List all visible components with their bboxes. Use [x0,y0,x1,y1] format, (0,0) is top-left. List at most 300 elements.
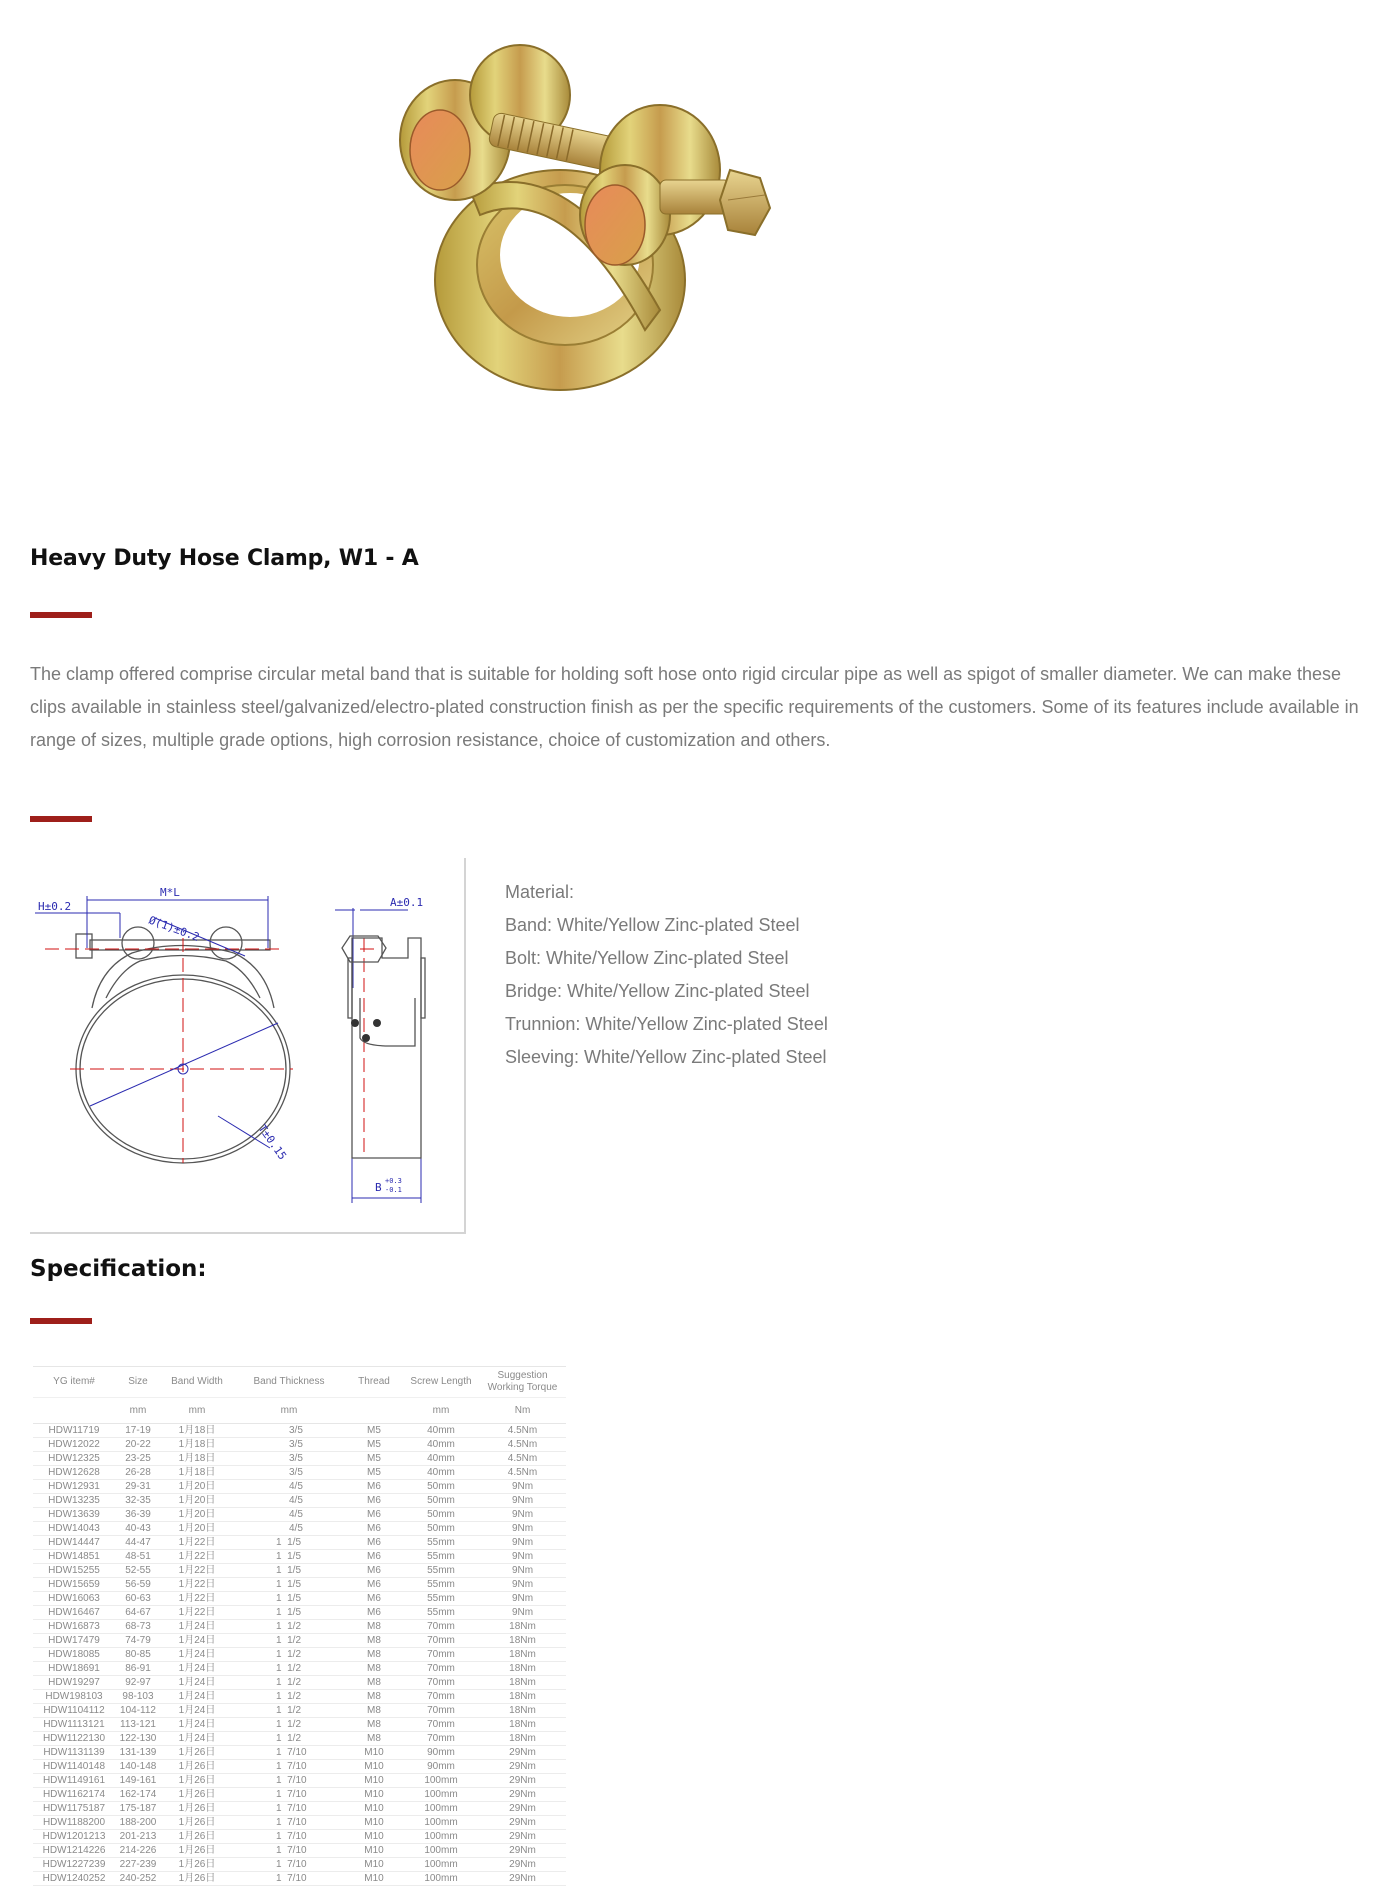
cell-torque: 18Nm [479,1704,566,1718]
table-row [33,1788,566,1802]
cell-size: 36-39 [115,1508,161,1522]
cell-item-number: HDW1104112 [33,1704,115,1718]
table-row [33,1858,566,1872]
cell-size: 20-22 [115,1438,161,1452]
cell-screw-length: 70mm [403,1732,479,1746]
cell-thread: M6 [345,1508,403,1522]
product-photo [360,30,780,430]
cell-screw-length: 50mm [403,1522,479,1536]
cell-screw-length: 100mm [403,1844,479,1858]
cell-band-width: 1月24日 [161,1690,233,1704]
column-header: Size [115,1367,161,1398]
table-row [33,1732,566,1746]
cell-band-width: 1月18日 [161,1438,233,1452]
cell-band-thickness: 1 1/2 [233,1676,345,1690]
table-row [33,1452,566,1466]
cell-thread: M8 [345,1732,403,1746]
cell-band-thickness: 1 7/10 [233,1788,345,1802]
cell-band-width: 1月22日 [161,1564,233,1578]
unit-cell: mm [115,1398,161,1424]
cell-thread: M8 [345,1690,403,1704]
table-row [33,1662,566,1676]
cell-band-width: 1月26日 [161,1760,233,1774]
cell-band-thickness: 1 1/2 [233,1620,345,1634]
cell-band-thickness: 1 1/5 [233,1550,345,1564]
table-row [33,1438,566,1452]
cell-screw-length: 100mm [403,1816,479,1830]
cell-screw-length: 55mm [403,1550,479,1564]
cell-item-number: HDW12628 [33,1466,115,1480]
cell-size: 40-43 [115,1522,161,1536]
cell-item-number: HDW1227239 [33,1858,115,1872]
cell-band-thickness: 1 7/10 [233,1746,345,1760]
cell-thread: M8 [345,1718,403,1732]
cell-item-number: HDW16063 [33,1592,115,1606]
centerlines [45,938,380,1163]
cell-torque: 9Nm [479,1536,566,1550]
cell-screw-length: 70mm [403,1620,479,1634]
cell-size: 48-51 [115,1550,161,1564]
cell-band-thickness: 1 1/5 [233,1564,345,1578]
cell-band-width: 1月26日 [161,1788,233,1802]
cell-band-thickness: 1 7/10 [233,1774,345,1788]
cell-size: 162-174 [115,1788,161,1802]
cell-item-number: HDW14447 [33,1536,115,1550]
cell-band-thickness: 4/5 [233,1522,345,1536]
table-row [33,1802,566,1816]
cell-screw-length: 40mm [403,1452,479,1466]
specification-heading: Specification: [30,1256,207,1282]
section-divider [30,816,92,822]
cell-thread: M6 [345,1564,403,1578]
cell-item-number: HDW1122130 [33,1732,115,1746]
cell-screw-length: 70mm [403,1676,479,1690]
table-row [33,1508,566,1522]
table-row [33,1816,566,1830]
dim-label-b-upper: +0.3 [385,1177,402,1185]
cell-band-thickness: 1 1/2 [233,1732,345,1746]
cell-band-thickness: 3/5 [233,1424,345,1438]
materials-list [505,876,828,1074]
cell-size: 52-55 [115,1564,161,1578]
cell-band-thickness: 3/5 [233,1452,345,1466]
cell-band-width: 1月20日 [161,1522,233,1536]
units-row [33,1398,566,1424]
cell-size: 104-112 [115,1704,161,1718]
cell-thread: M6 [345,1480,403,1494]
cell-band-thickness: 1 1/5 [233,1536,345,1550]
cell-thread: M10 [345,1844,403,1858]
cell-band-width: 1月26日 [161,1872,233,1886]
cell-size: 80-85 [115,1648,161,1662]
cell-torque: 9Nm [479,1550,566,1564]
cell-band-width: 1月26日 [161,1858,233,1872]
cell-size: 240-252 [115,1872,161,1886]
cell-screw-length: 40mm [403,1438,479,1452]
cell-screw-length: 40mm [403,1424,479,1438]
table-row [33,1634,566,1648]
cell-thread: M10 [345,1872,403,1886]
unit-cell: mm [403,1398,479,1424]
cell-thread: M10 [345,1858,403,1872]
unit-cell [345,1398,403,1424]
cell-item-number: HDW1188200 [33,1816,115,1830]
product-description: The clamp offered comprise circular metal band that is suitable for holding soft hose onto rigid circular pipe as well as spigot of smaller diameter. We can make these clips available in stainless steel/galvanized/electro-plated construction finish as per the specific requirements of the customers. Some of its features include available in range of sizes, multiple grade options, high corrosion resistance, choice of customization and others. [30,664,1359,750]
cell-band-width: 1月24日 [161,1732,233,1746]
cell-size: 188-200 [115,1816,161,1830]
table-row [33,1704,566,1718]
cell-torque: 29Nm [479,1788,566,1802]
cell-band-thickness: 3/5 [233,1466,345,1480]
cell-screw-length: 90mm [403,1760,479,1774]
cell-screw-length: 40mm [403,1466,479,1480]
cell-band-thickness: 1 1/5 [233,1606,345,1620]
title-divider [30,612,92,618]
cell-screw-length: 100mm [403,1802,479,1816]
dim-label-ml: M*L [160,886,180,899]
cell-size: 68-73 [115,1620,161,1634]
cell-band-width: 1月24日 [161,1718,233,1732]
table-row [33,1592,566,1606]
cell-torque: 9Nm [479,1480,566,1494]
cell-item-number: HDW15659 [33,1578,115,1592]
cell-item-number: HDW1162174 [33,1788,115,1802]
unit-cell [33,1398,115,1424]
cell-torque: 18Nm [479,1620,566,1634]
cell-torque: 29Nm [479,1872,566,1886]
cell-screw-length: 90mm [403,1746,479,1760]
table-row [33,1620,566,1634]
cell-screw-length: 55mm [403,1578,479,1592]
cell-band-width: 1月26日 [161,1746,233,1760]
table-row [33,1522,566,1536]
cell-size: 29-31 [115,1480,161,1494]
table-row [33,1494,566,1508]
cell-size: 98-103 [115,1690,161,1704]
cell-torque: 29Nm [479,1816,566,1830]
material-item-bridge: Bridge: White/Yellow Zinc-plated Steel [505,981,810,1001]
cell-band-thickness: 3/5 [233,1438,345,1452]
cell-band-thickness: 4/5 [233,1494,345,1508]
cell-size: 92-97 [115,1676,161,1690]
cell-item-number: HDW14043 [33,1522,115,1536]
cell-band-width: 1月22日 [161,1578,233,1592]
cell-band-width: 1月18日 [161,1424,233,1438]
cell-torque: 29Nm [479,1844,566,1858]
table-row [33,1536,566,1550]
cell-band-thickness: 1 7/10 [233,1760,345,1774]
table-row [33,1606,566,1620]
cell-band-thickness: 1 7/10 [233,1872,345,1886]
cell-thread: M8 [345,1676,403,1690]
cell-band-width: 1月20日 [161,1480,233,1494]
unit-cell: mm [161,1398,233,1424]
unit-cell: mm [233,1398,345,1424]
cell-band-width: 1月24日 [161,1634,233,1648]
cell-band-width: 1月20日 [161,1508,233,1522]
cell-item-number: HDW17479 [33,1634,115,1648]
cell-band-width: 1月24日 [161,1704,233,1718]
cell-size: 227-239 [115,1858,161,1872]
cell-band-thickness: 1 1/5 [233,1592,345,1606]
table-row [33,1830,566,1844]
cell-band-width: 1月22日 [161,1606,233,1620]
cell-band-thickness: 1 1/2 [233,1690,345,1704]
cell-size: 74-79 [115,1634,161,1648]
cell-torque: 18Nm [479,1662,566,1676]
cell-item-number: HDW12931 [33,1480,115,1494]
specification-table [33,1366,566,1886]
cell-band-width: 1月26日 [161,1774,233,1788]
cell-torque: 29Nm [479,1774,566,1788]
dim-label-t: T±0.15 [255,1122,289,1163]
cell-screw-length: 50mm [403,1494,479,1508]
cell-band-width: 1月24日 [161,1676,233,1690]
cell-thread: M6 [345,1494,403,1508]
table-row [33,1872,566,1886]
cell-screw-length: 55mm [403,1536,479,1550]
cell-screw-length: 55mm [403,1606,479,1620]
material-item-band: Band: White/Yellow Zinc-plated Steel [505,915,800,935]
cell-thread: M10 [345,1816,403,1830]
cell-item-number: HDW16873 [33,1620,115,1634]
cell-screw-length: 50mm [403,1480,479,1494]
cell-size: 214-226 [115,1844,161,1858]
column-header: Screw Length [403,1367,479,1398]
cell-torque: 29Nm [479,1760,566,1774]
cell-item-number: HDW11719 [33,1424,115,1438]
table-row [33,1676,566,1690]
table-row [33,1760,566,1774]
cell-size: 113-121 [115,1718,161,1732]
dim-label-a: A±0.1 [390,896,424,909]
cell-thread: M6 [345,1550,403,1564]
table-row [33,1690,566,1704]
cell-item-number: HDW1113121 [33,1718,115,1732]
cell-band-width: 1月26日 [161,1844,233,1858]
cell-torque: 18Nm [479,1634,566,1648]
cell-screw-length: 70mm [403,1648,479,1662]
cell-thread: M5 [345,1452,403,1466]
materials-heading: Material: [505,882,575,902]
cell-item-number: HDW14851 [33,1550,115,1564]
cell-band-width: 1月20日 [161,1494,233,1508]
cell-size: 32-35 [115,1494,161,1508]
cell-band-thickness: 1 7/10 [233,1858,345,1872]
cell-screw-length: 100mm [403,1830,479,1844]
cell-thread: M10 [345,1760,403,1774]
cell-size: 140-148 [115,1760,161,1774]
cell-item-number: HDW18691 [33,1662,115,1676]
cell-torque: 18Nm [479,1718,566,1732]
cell-torque: 29Nm [479,1858,566,1872]
cell-band-thickness: 1 7/10 [233,1816,345,1830]
cell-item-number: HDW13235 [33,1494,115,1508]
cell-torque: 4.5Nm [479,1424,566,1438]
column-header: Band Width [161,1367,233,1398]
cell-screw-length: 50mm [403,1508,479,1522]
cell-item-number: HDW1149161 [33,1774,115,1788]
cell-torque: 4.5Nm [479,1438,566,1452]
cell-screw-length: 70mm [403,1718,479,1732]
cell-torque: 9Nm [479,1522,566,1536]
column-header: Band Thickness [233,1367,345,1398]
cell-screw-length: 55mm [403,1564,479,1578]
specification-divider [30,1318,92,1324]
cell-size: 56-59 [115,1578,161,1592]
cell-screw-length: 70mm [403,1690,479,1704]
cell-torque: 29Nm [479,1802,566,1816]
cell-thread: M10 [345,1788,403,1802]
cell-thread: M6 [345,1522,403,1536]
cell-band-width: 1月24日 [161,1620,233,1634]
cell-size: 44-47 [115,1536,161,1550]
cell-size: 122-130 [115,1732,161,1746]
cell-band-width: 1月22日 [161,1550,233,1564]
cell-torque: 9Nm [479,1578,566,1592]
cell-screw-length: 55mm [403,1592,479,1606]
cell-band-width: 1月24日 [161,1648,233,1662]
cell-band-width: 1月26日 [161,1802,233,1816]
cell-screw-length: 100mm [403,1858,479,1872]
table-row [33,1466,566,1480]
cell-torque: 29Nm [479,1830,566,1844]
side-view-rivets [351,1019,381,1042]
column-header: Thread [345,1367,403,1398]
dim-label-b: B [375,1181,382,1194]
material-item-bolt: Bolt: White/Yellow Zinc-plated Steel [505,948,789,968]
cell-torque: 29Nm [479,1746,566,1760]
cell-thread: M8 [345,1620,403,1634]
cell-item-number: HDW12022 [33,1438,115,1452]
cell-item-number: HDW1214226 [33,1844,115,1858]
cell-size: 23-25 [115,1452,161,1466]
cell-band-thickness: 1 1/2 [233,1634,345,1648]
table-row [33,1746,566,1760]
cell-screw-length: 70mm [403,1634,479,1648]
cell-band-thickness: 1 1/5 [233,1578,345,1592]
cell-size: 149-161 [115,1774,161,1788]
dim-label-b-lower: -0.1 [385,1186,402,1194]
unit-cell: Nm [479,1398,566,1424]
cell-item-number: HDW18085 [33,1648,115,1662]
cell-band-thickness: 1 7/10 [233,1802,345,1816]
cell-size: 60-63 [115,1592,161,1606]
cell-size: 201-213 [115,1830,161,1844]
cell-item-number: HDW12325 [33,1452,115,1466]
cell-thread: M8 [345,1704,403,1718]
cell-screw-length: 70mm [403,1662,479,1676]
table-row [33,1718,566,1732]
cell-item-number: HDW1240252 [33,1872,115,1886]
dim-label-h: H±0.2 [38,900,72,913]
cell-band-thickness: 4/5 [233,1508,345,1522]
column-header: YG item# [33,1367,115,1398]
cell-band-width: 1月22日 [161,1592,233,1606]
cell-band-width: 1月22日 [161,1536,233,1550]
table-header-row [33,1367,566,1398]
cell-torque: 9Nm [479,1508,566,1522]
product-title: Heavy Duty Hose Clamp, W1 - A [30,546,419,571]
cell-size: 131-139 [115,1746,161,1760]
cell-torque: 4.5Nm [479,1466,566,1480]
cell-band-width: 1月18日 [161,1466,233,1480]
cell-thread: M5 [345,1438,403,1452]
table-row [33,1550,566,1564]
cell-item-number: HDW1140148 [33,1760,115,1774]
cell-item-number: HDW16467 [33,1606,115,1620]
cell-band-thickness: 1 1/2 [233,1704,345,1718]
cell-thread: M5 [345,1466,403,1480]
cell-band-width: 1月18日 [161,1452,233,1466]
cell-torque: 18Nm [479,1732,566,1746]
side-view [342,936,425,1158]
cell-band-width: 1月26日 [161,1830,233,1844]
cell-thread: M6 [345,1536,403,1550]
dim-label-phi: Ø(1)±0.2 [146,913,202,944]
cell-item-number: HDW1131139 [33,1746,115,1760]
dimension-lines [35,896,424,1203]
cell-size: 64-67 [115,1606,161,1620]
cell-item-number: HDW15255 [33,1564,115,1578]
cell-size: 86-91 [115,1662,161,1676]
cell-thread: M6 [345,1606,403,1620]
cell-thread: M10 [345,1746,403,1760]
cell-torque: 4.5Nm [479,1452,566,1466]
cell-torque: 9Nm [479,1606,566,1620]
technical-drawing [30,858,466,1234]
cell-torque: 18Nm [479,1648,566,1662]
cell-thread: M8 [345,1648,403,1662]
cell-band-width: 1月26日 [161,1816,233,1830]
cell-item-number: HDW198103 [33,1690,115,1704]
cell-thread: M6 [345,1578,403,1592]
cell-torque: 9Nm [479,1494,566,1508]
table-row [33,1480,566,1494]
material-item-sleeving: Sleeving: White/Yellow Zinc-plated Steel [505,1047,827,1067]
cell-band-thickness: 1 7/10 [233,1844,345,1858]
cell-band-thickness: 1 1/2 [233,1662,345,1676]
cell-screw-length: 70mm [403,1704,479,1718]
table-row [33,1424,566,1438]
table-row [33,1844,566,1858]
material-item-trunnion: Trunnion: White/Yellow Zinc-plated Steel [505,1014,828,1034]
cell-band-thickness: 1 1/2 [233,1718,345,1732]
cell-thread: M10 [345,1802,403,1816]
cell-thread: M10 [345,1774,403,1788]
cell-item-number: HDW13639 [33,1508,115,1522]
cell-thread: M5 [345,1424,403,1438]
table-row [33,1578,566,1592]
cell-thread: M8 [345,1634,403,1648]
cell-item-number: HDW19297 [33,1676,115,1690]
cell-band-thickness: 4/5 [233,1480,345,1494]
cell-torque: 9Nm [479,1564,566,1578]
cell-item-number: HDW1175187 [33,1802,115,1816]
cell-thread: M6 [345,1592,403,1606]
cell-size: 175-187 [115,1802,161,1816]
cell-torque: 18Nm [479,1676,566,1690]
table-row [33,1564,566,1578]
cell-thread: M8 [345,1662,403,1676]
cell-size: 17-19 [115,1424,161,1438]
cell-torque: 9Nm [479,1592,566,1606]
cell-screw-length: 100mm [403,1788,479,1802]
cell-band-thickness: 1 7/10 [233,1830,345,1844]
table-row [33,1648,566,1662]
cell-screw-length: 100mm [403,1872,479,1886]
column-header: Suggestion Working Torque [479,1367,566,1398]
